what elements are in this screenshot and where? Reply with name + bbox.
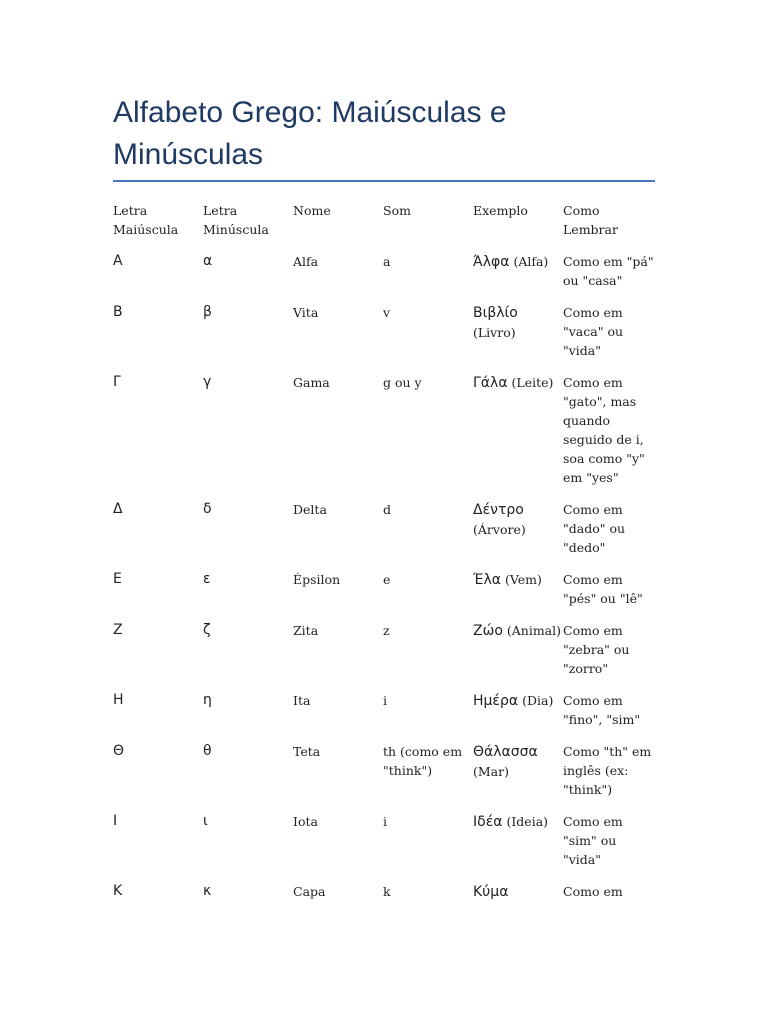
lowercase-letter: ε xyxy=(203,571,211,587)
memory-hint: Como em xyxy=(563,884,623,899)
example-translation: (Leite) xyxy=(511,375,554,390)
table-row xyxy=(113,252,655,303)
lowercase-letter: α xyxy=(203,253,213,269)
letter-name: Capa xyxy=(293,884,326,899)
example-greek-word: Κύμα xyxy=(473,884,509,900)
letter-sound: k xyxy=(383,884,391,899)
letter-name: Vita xyxy=(293,305,319,320)
memory-hint: Como em "dado" ou "dedo" xyxy=(563,502,626,555)
example-greek-word: Άλφα xyxy=(473,254,510,270)
header-lowercase: Letra Minúscula xyxy=(203,203,269,237)
letter-sound: a xyxy=(383,254,391,269)
letter-sound: z xyxy=(383,623,390,638)
memory-hint: Como em "zebra" ou "zorro" xyxy=(563,623,630,676)
header-sound: Som xyxy=(383,203,411,218)
letter-sound: e xyxy=(383,572,391,587)
table-row xyxy=(113,373,655,500)
lowercase-letter: ζ xyxy=(203,622,211,638)
example-translation: (Vem) xyxy=(504,572,542,587)
example-cell xyxy=(473,500,563,570)
example-greek-word: Θάλασσα xyxy=(473,744,538,760)
lowercase-letter: γ xyxy=(203,374,212,390)
letter-sound: g ou y xyxy=(383,375,422,390)
example-cell xyxy=(473,252,563,303)
example-cell xyxy=(473,742,563,812)
table-row xyxy=(113,742,655,812)
uppercase-letter: Θ xyxy=(113,743,125,759)
table-row xyxy=(113,570,655,621)
example-cell xyxy=(473,882,563,915)
lowercase-letter: κ xyxy=(203,883,212,899)
letter-name: Ita xyxy=(293,693,311,708)
letter-sound: v xyxy=(383,305,391,320)
example-translation: (Livro) xyxy=(473,325,516,340)
letter-sound: i xyxy=(383,693,387,708)
uppercase-letter: Γ xyxy=(113,374,121,390)
example-cell xyxy=(473,373,563,500)
memory-hint: Como em "sim" ou "vida" xyxy=(563,814,623,867)
memory-hint: Como em "fino", "sim" xyxy=(563,693,641,727)
lowercase-letter: θ xyxy=(203,743,212,759)
uppercase-letter: Δ xyxy=(113,501,123,517)
letter-name: Alfa xyxy=(293,254,319,269)
header-name: Nome xyxy=(293,203,331,218)
letter-sound: th (como em "think") xyxy=(383,744,463,778)
example-greek-word: Δέντρο xyxy=(473,502,524,518)
letter-name: Gama xyxy=(293,375,330,390)
uppercase-letter: Β xyxy=(113,304,123,320)
lowercase-letter: η xyxy=(203,692,212,708)
table-row xyxy=(113,621,655,691)
uppercase-letter: Α xyxy=(113,253,123,269)
header-example: Exemplo xyxy=(473,203,528,218)
uppercase-letter: Ζ xyxy=(113,622,123,638)
example-greek-word: Ζώο xyxy=(473,623,503,639)
title-divider xyxy=(113,180,655,182)
letter-sound: d xyxy=(383,502,392,517)
example-greek-word: Βιβλίο xyxy=(473,305,518,321)
letter-name: Zita xyxy=(293,623,319,638)
page-title: Alfabeto Grego: Maiúsculas e Minúsculas xyxy=(113,96,507,171)
table-row xyxy=(113,812,655,882)
example-cell xyxy=(473,812,563,882)
table-row xyxy=(113,882,655,915)
letter-name: Épsilon xyxy=(293,572,341,587)
greek-alphabet-table xyxy=(113,201,655,915)
table-row xyxy=(113,691,655,742)
letter-name: Teta xyxy=(293,744,321,759)
example-cell xyxy=(473,691,563,742)
lowercase-letter: β xyxy=(203,304,212,320)
uppercase-letter: Κ xyxy=(113,883,123,899)
table-row xyxy=(113,303,655,373)
example-translation: (Dia) xyxy=(522,693,554,708)
example-translation: (Alfa) xyxy=(513,254,549,269)
memory-hint: Como "th" em inglês (ex: "think") xyxy=(563,744,652,797)
example-greek-word: Ημέρα xyxy=(473,693,519,709)
letter-name: Iota xyxy=(293,814,318,829)
lowercase-letter: ι xyxy=(203,813,208,829)
example-greek-word: Ιδέα xyxy=(473,814,503,830)
memory-hint: Como em "pés" ou "lê" xyxy=(563,572,643,606)
uppercase-letter: Ι xyxy=(113,813,118,829)
header-hint: Como Lembrar xyxy=(563,203,618,237)
example-translation: (Animal) xyxy=(506,623,562,638)
uppercase-letter: Ε xyxy=(113,571,122,587)
memory-hint: Como em "gato", mas quando seguido de i, soa como "y" em "yes" xyxy=(563,375,645,485)
uppercase-letter: Η xyxy=(113,692,124,708)
example-cell xyxy=(473,621,563,691)
example-translation: (Ideia) xyxy=(506,814,549,829)
example-cell xyxy=(473,570,563,621)
example-greek-word: Γάλα xyxy=(473,375,508,391)
example-cell xyxy=(473,303,563,373)
lowercase-letter: δ xyxy=(203,501,212,517)
letter-name: Delta xyxy=(293,502,327,517)
table-header-row xyxy=(113,201,655,252)
memory-hint: Como em "vaca" ou "vida" xyxy=(563,305,624,358)
memory-hint: Como em "pá" ou "casa" xyxy=(563,254,654,288)
example-translation: (Árvore) xyxy=(473,522,526,537)
header-uppercase: Letra Maiúscula xyxy=(113,203,179,237)
letter-sound: i xyxy=(383,814,387,829)
example-greek-word: Έλα xyxy=(473,572,501,588)
table-row xyxy=(113,500,655,570)
example-translation: (Mar) xyxy=(473,764,509,779)
